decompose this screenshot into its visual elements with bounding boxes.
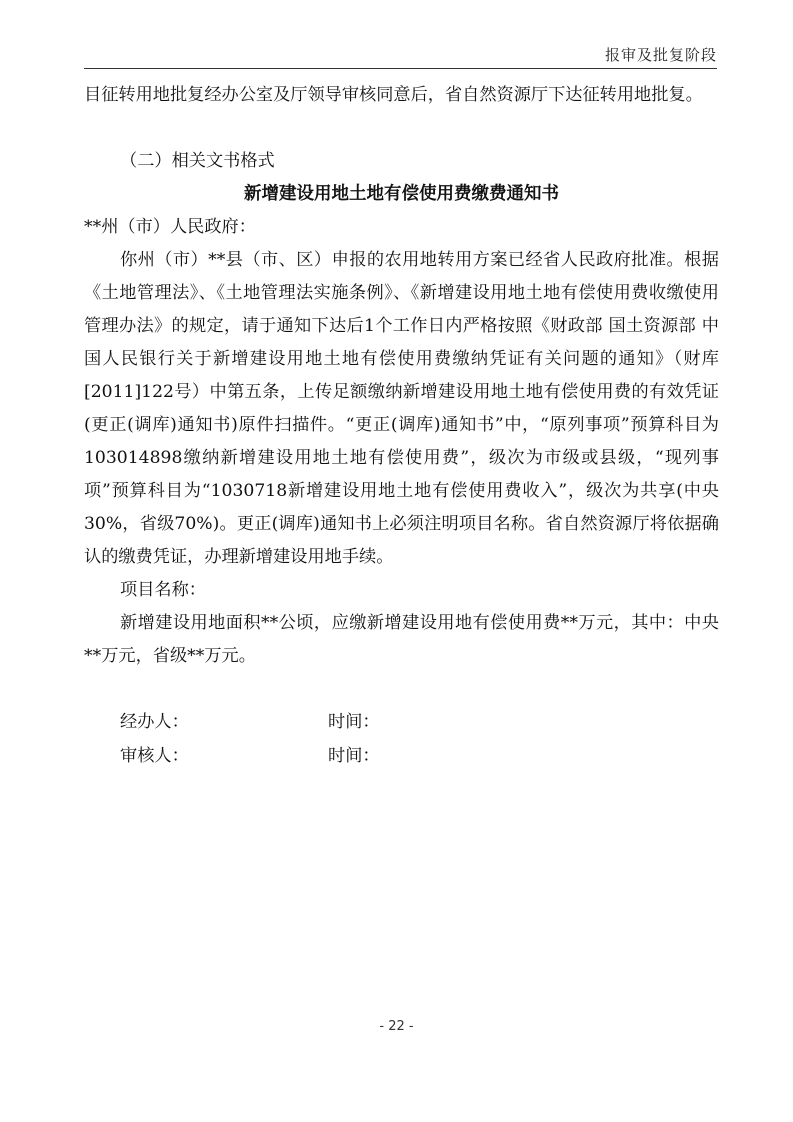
project-name-label: 项目名称： (120, 580, 206, 600)
handler-time-label: 时间： (328, 712, 380, 732)
paragraph-fee-amount: 新增建设用地面积**公顷，应缴新增建设用地有偿使用费**万元，其中：中央**万元，省级**万元。 (84, 613, 719, 666)
addressee: **州（市）人民政府： (84, 217, 256, 237)
handler-label: 经办人： (120, 712, 189, 732)
document-title: 新增建设用地土地有偿使用费缴费通知书 (244, 184, 559, 204)
running-header: 报审及批复阶段 (604, 46, 717, 64)
header-divider (84, 68, 717, 69)
reviewer-label: 审核人： (120, 746, 189, 766)
page-number: - 22 - (379, 1019, 414, 1034)
section-heading: （二）相关文书格式 (120, 151, 275, 171)
paragraph-approval-note: 目征转用地批复经办公室及厅领导审核同意后，省自然资源厅下达征转用地批复。 (84, 85, 703, 105)
reviewer-time-label: 时间： (328, 746, 380, 766)
paragraph-notice-body: 你州（市）**县（市、区）申报的农用地转用方案已经省人民政府批准。根据《土地管理法》、《土地管理法实施条例》、《新增建设用地土地有偿使用费收缴使用管理办法》的规定，请于通知下达后1个工作日内严格按照《财政部 国土资源部 中国人民银行关于新增建设用地土地有偿使用费缴纳凭证有关问题的通知》（财库[2011]122号）中第五条，上传足额缴纳新增建设用地土地有偿使用费的有效凭证(更正(调库)通知书)原件扫描件。“更正(调库)通知书”中，“原列事项”预算科目为103014898缴纳新增建设用地土地有偿使用费”，级次为市级或县级，“现列事项”预算科目为“1030718新增建设用地土地有偿使用费收入”，级次为共享(中央30%，省级70%)。更正(调库)通知书上必须注明项目名称。省自然资源厅将依据确认的缴费凭证，办理新增建设用地手续。 (84, 250, 719, 567)
